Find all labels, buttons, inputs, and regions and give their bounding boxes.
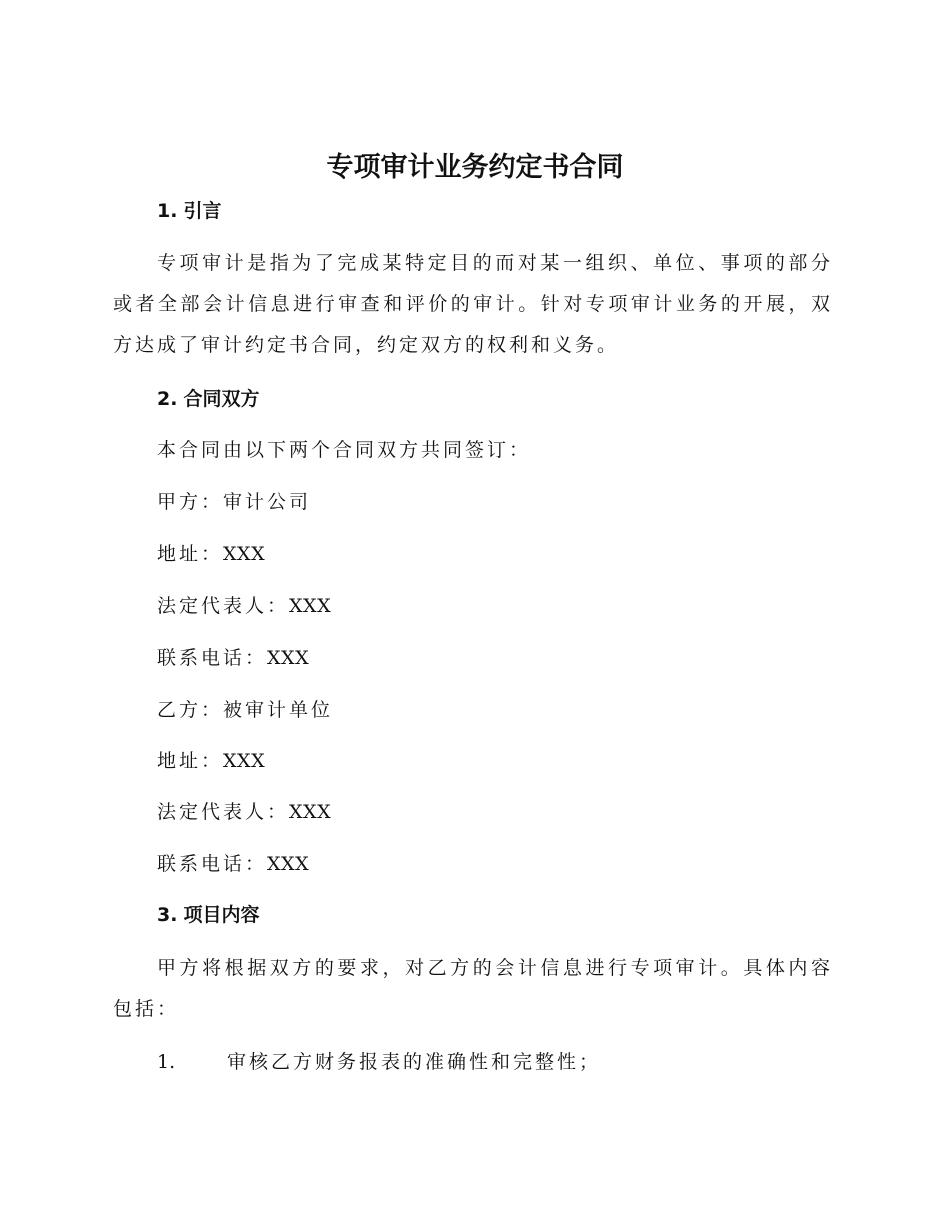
section-number: 1. — [157, 200, 178, 222]
list-item — [157, 1047, 601, 1077]
section-heading-scope — [157, 900, 259, 930]
section-number: 3. — [157, 904, 178, 926]
address-value: XXX — [223, 543, 266, 565]
party-b-address-line — [157, 746, 265, 776]
party-b-rep-line — [157, 797, 331, 827]
address-label: 地址： — [157, 750, 224, 772]
party-a-label: 甲方： — [157, 491, 224, 513]
party-b-phone-line — [157, 849, 309, 879]
party-a-phone-line — [157, 643, 309, 673]
rep-value: XXX — [289, 595, 332, 617]
phone-value: XXX — [267, 647, 310, 669]
party-a-name: 审计公司 — [223, 491, 312, 513]
rep-label: 法定代表人： — [157, 801, 290, 823]
party-b-line — [157, 695, 333, 725]
section-number: 2. — [157, 388, 178, 410]
section-title: 项目内容 — [183, 904, 260, 926]
section-heading-parties — [157, 384, 259, 414]
list-item-text: 审核乙方财务报表的准确性和完整性； — [227, 1051, 602, 1073]
party-a-line — [157, 487, 311, 517]
list-item-number: 1. — [157, 1051, 176, 1073]
section-title: 合同双方 — [183, 388, 260, 410]
rep-value: XXX — [289, 801, 332, 823]
scope-paragraph: 甲方将根据双方的要求，对乙方的会计信息进行专项审计。具体内容包括： — [113, 957, 833, 1020]
phone-label: 联系电话： — [157, 853, 268, 875]
intro-paragraph: 专项审计是指为了完成某特定目的而对某一组织、单位、事项的部分或者全部会计信息进行审查和评价的审计。针对专项审计业务的开展，双方达成了审计约定书合同，约定双方的权利和义务。 — [113, 252, 833, 356]
party-a-rep-line — [157, 591, 331, 621]
section-heading-intro — [157, 196, 221, 226]
document-title: 专项审计业务约定书合同 — [326, 152, 624, 183]
party-b-label: 乙方： — [157, 699, 224, 721]
party-a-address-line — [157, 539, 265, 569]
rep-label: 法定代表人： — [157, 595, 290, 617]
phone-label: 联系电话： — [157, 647, 268, 669]
address-label: 地址： — [157, 543, 224, 565]
address-value: XXX — [223, 750, 266, 772]
section-title: 引言 — [183, 200, 222, 222]
parties-lead: 本合同由以下两个合同双方共同签订： — [157, 439, 532, 461]
phone-value: XXX — [267, 853, 310, 875]
party-b-name: 被审计单位 — [223, 699, 334, 721]
